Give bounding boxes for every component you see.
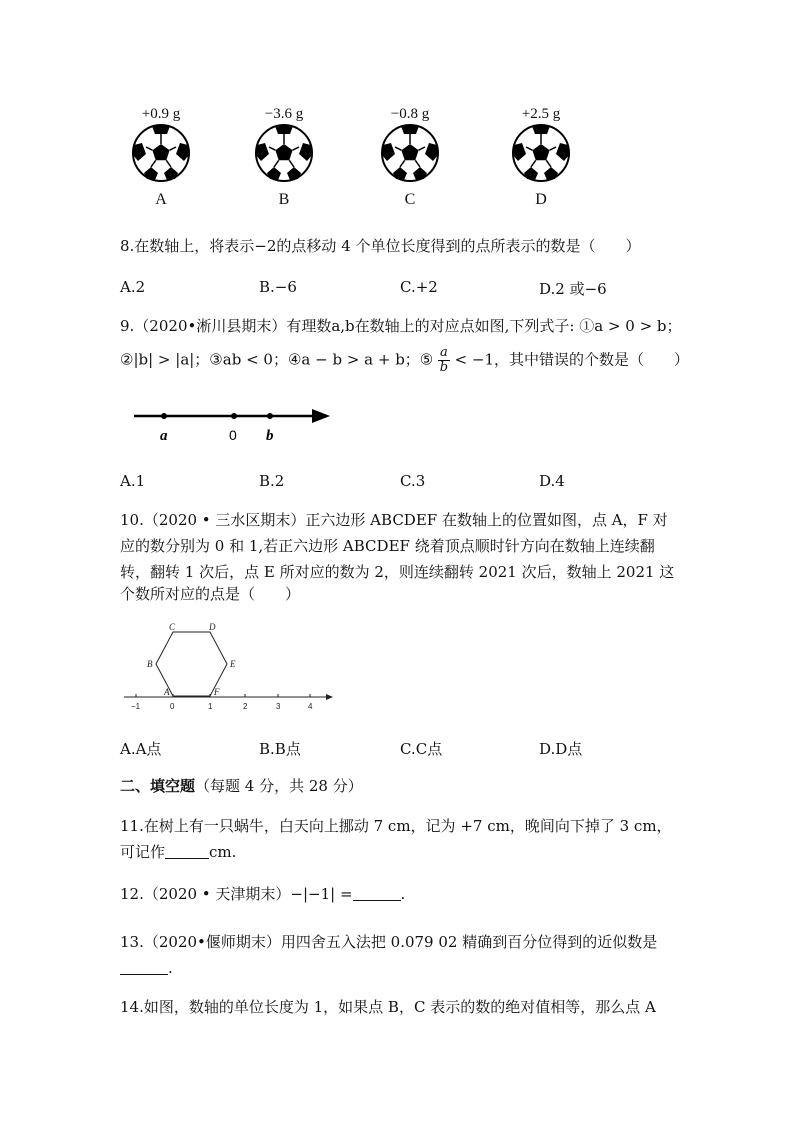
q9-option-c: C.3: [400, 472, 426, 490]
question-9-line1: 9.（2020•淅川县期末）有理数a,b在数轴上的对应点如图,下列式子: ①a > 0 > b；: [120, 317, 682, 335]
question-8: 8.在数轴上，将表示−2的点移动 4 个单位长度得到的点所表示的数是（ ）: [120, 237, 641, 255]
q8-option-b: B.−6: [259, 278, 297, 296]
section-heading: [120, 776, 363, 796]
ball-label: A: [155, 191, 167, 208]
vertex-d: D: [209, 622, 216, 632]
q8-option-c: C.+2: [400, 278, 438, 296]
question-14: 14.如图，数轴的单位长度为 1，如果点 B，C 表示的数的绝对值相等，那么点 A: [120, 998, 656, 1016]
ball-label: D: [535, 191, 547, 208]
point-zero: [231, 413, 237, 419]
q8-option-a: A.2: [120, 278, 146, 296]
tick-label: −1: [131, 702, 141, 711]
q10-option-c: C.C点: [400, 740, 443, 758]
soccer-ball-icon: [131, 123, 191, 183]
q12-prefix: 12.（2020 • 天津期末）: [120, 885, 291, 903]
q12-suffix: .: [400, 885, 406, 903]
tick-label: 2: [243, 702, 248, 711]
q9-expr-part1: ②|b| > |a|；③ab < 0；④a − b > a + b；⑤: [120, 350, 434, 369]
q9-number-line: [120, 400, 350, 450]
vertex-c: C: [169, 622, 176, 632]
ball-label: C: [404, 191, 416, 208]
q10-hexagon-figure: [120, 620, 350, 720]
question-10-line1: 10.（2020 • 三水区期末）正六边形 ABCDEF 在数轴上的位置如图，点 A，F 对: [120, 511, 668, 529]
frac-denominator: b: [439, 360, 449, 375]
frac-numerator: a: [440, 345, 448, 360]
vertex-e: E: [230, 659, 236, 669]
ball-weight: +2.5 g: [521, 106, 561, 122]
soccer-ball-icon: [511, 123, 571, 183]
tick-label: 3: [276, 702, 281, 711]
ball-weight: −3.6 g: [264, 106, 304, 122]
q10-option-a: A.A点: [120, 740, 162, 758]
q11-unit: cm.: [209, 843, 237, 861]
q9-option-a: A.1: [120, 472, 146, 490]
question-13-line2: [120, 958, 173, 978]
tick-label: 4: [308, 702, 313, 711]
ball-weight: +0.9 g: [141, 106, 181, 122]
label-a: a: [160, 428, 168, 444]
q9-option-b: B.2: [259, 472, 285, 490]
tick-label: 0: [170, 702, 175, 711]
q9-option-d: D.4: [539, 472, 565, 490]
ball-c: [378, 106, 442, 209]
answer-blank[interactable]: [165, 844, 209, 859]
question-10-line3: 转，翻转 1 次后，点 E 所对应的数为 2，则连续翻转 2021 次后，数轴上 2021 这: [120, 563, 675, 581]
q10-option-d: D.D点: [539, 740, 583, 758]
ball-d: [509, 106, 573, 209]
q12-expression: −|−1| =: [290, 885, 353, 903]
vertex-b: B: [147, 659, 153, 669]
soccer-ball-icon: [380, 123, 440, 183]
section-note: （每题 4 分，共 28 分）: [195, 777, 363, 795]
arrow-icon: [312, 409, 330, 423]
point-b: [267, 413, 273, 419]
answer-blank[interactable]: [353, 886, 401, 901]
question-11-line1: 11.在树上有一只蜗牛，白天向上挪动 7 cm，记为 +7 cm，晚间向下掉了 3 cm，: [120, 817, 672, 835]
answer-blank[interactable]: [120, 960, 168, 975]
q8-option-d: D.2 或−6: [539, 280, 607, 298]
vertex-f: F: [214, 687, 220, 697]
ball-b: [252, 106, 316, 209]
ball-weight: −0.8 g: [390, 106, 430, 122]
q13-suffix: .: [168, 959, 173, 977]
question-13-line1: 13.（2020•偃师期末）用四舍五入法把 0.079 02 精确到百分位得到的近似数是: [120, 933, 658, 951]
label-zero: 0: [229, 427, 237, 443]
question-12: [120, 884, 405, 904]
q9-fraction: [438, 346, 450, 375]
section-title: 二、填空题: [120, 777, 196, 795]
q9-expr-part2: < −1，其中错误的个数是（ ）: [454, 350, 690, 369]
q10-option-b: B.B点: [259, 740, 301, 758]
tick-label: 1: [208, 702, 213, 711]
vertex-a: A: [164, 687, 170, 697]
question-10-line4: 个数所对应的点是（ ）: [120, 585, 301, 603]
question-10-line2: 应的数分别为 0 和 1,若正六边形 ABCDEF 绕着顶点顺时针方向在数轴上连续翻: [120, 537, 655, 555]
arrow-icon: [326, 694, 333, 700]
label-b: b: [266, 428, 274, 444]
question-11-line2: [120, 842, 236, 862]
point-a: [161, 413, 167, 419]
ball-a: [129, 106, 193, 209]
ball-label: B: [278, 191, 290, 208]
soccer-ball-icon: [254, 123, 314, 183]
question-9-line2: [120, 346, 689, 375]
q11-prefix: 可记作: [120, 843, 166, 861]
